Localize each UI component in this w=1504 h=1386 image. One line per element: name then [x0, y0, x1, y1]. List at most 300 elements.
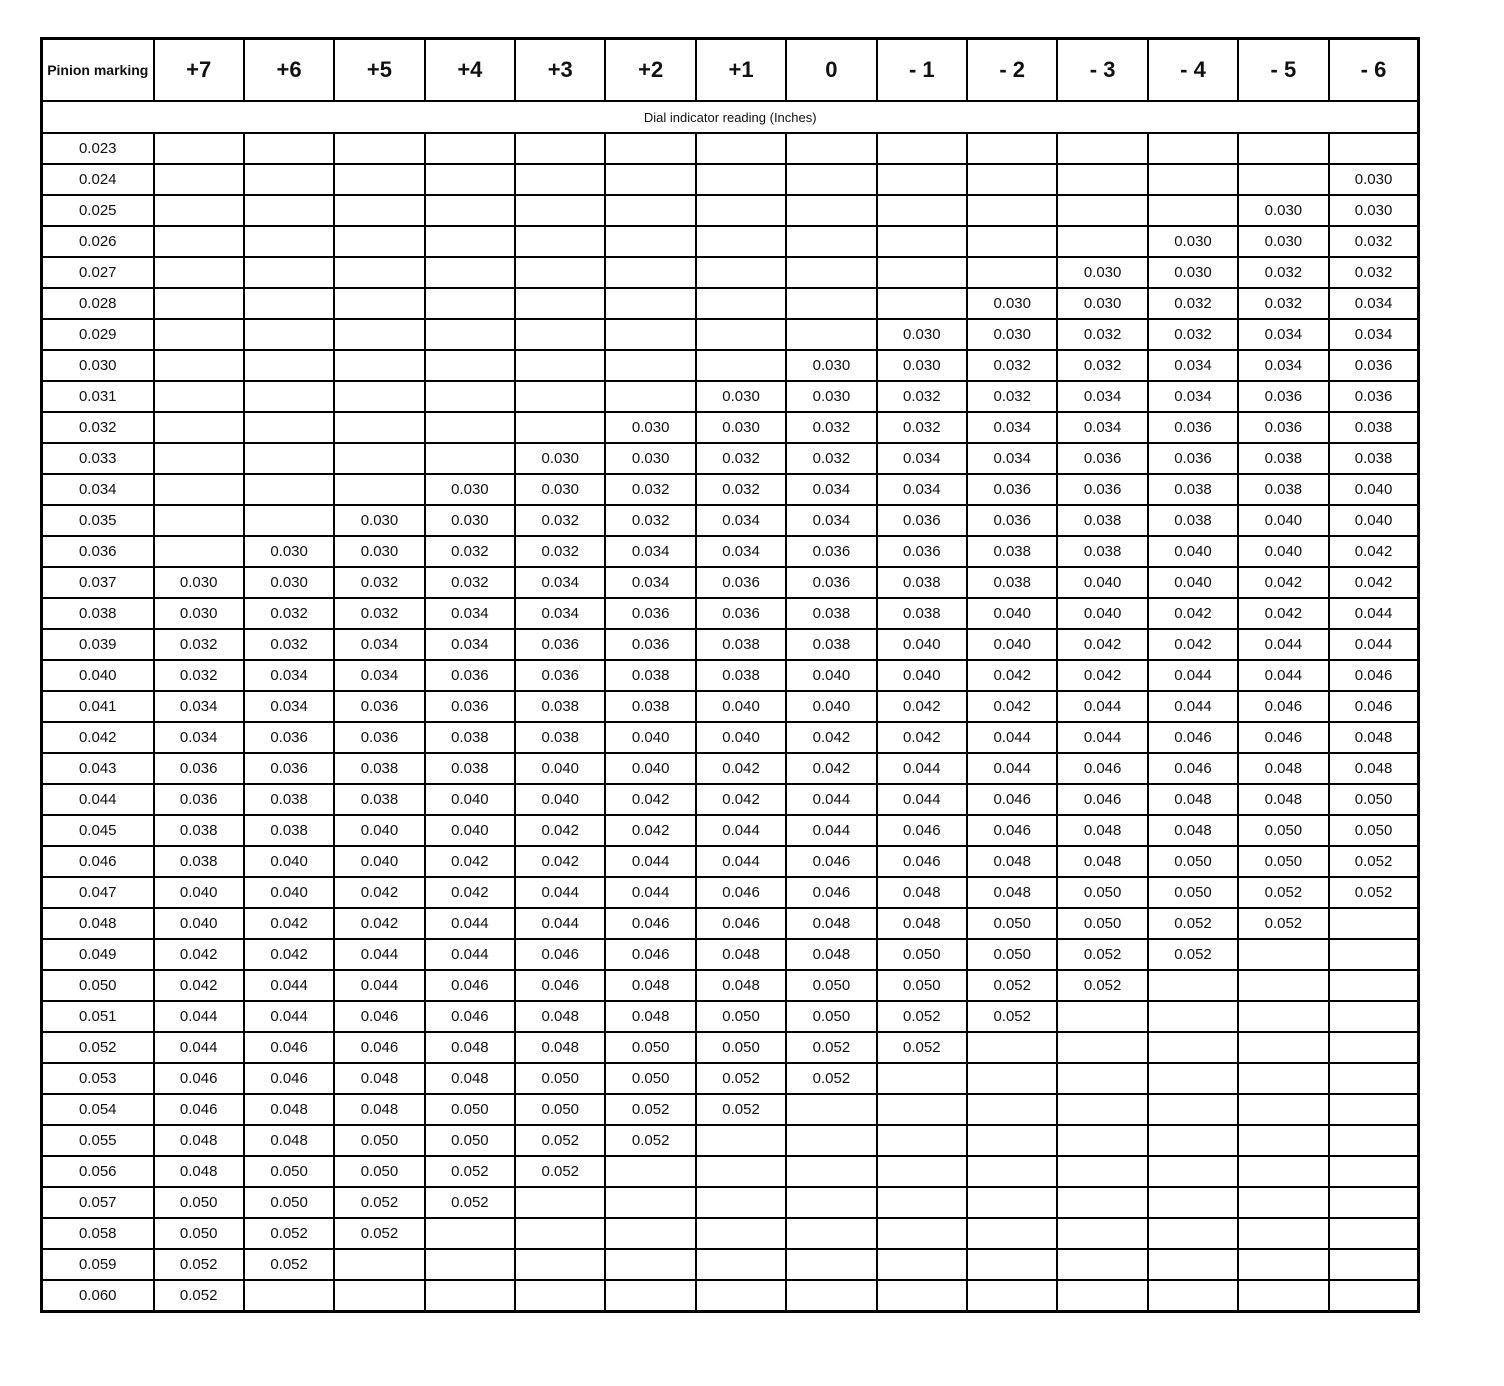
- shim-value-cell: 0.046: [334, 1001, 424, 1032]
- shim-value-cell: 0.046: [696, 877, 786, 908]
- shim-value-cell: 0.036: [605, 629, 695, 660]
- shim-value-cell: 0.036: [334, 722, 424, 753]
- table-row: [42, 753, 1419, 784]
- shim-value-cell: [334, 412, 424, 443]
- shim-value-cell: [605, 226, 695, 257]
- shim-value-cell: 0.034: [1057, 412, 1147, 443]
- shim-value-cell: 0.050: [154, 1187, 244, 1218]
- table-row: [42, 970, 1419, 1001]
- shim-value-cell: 0.038: [696, 629, 786, 660]
- shim-value-cell: 0.034: [605, 567, 695, 598]
- shim-value-cell: 0.034: [1148, 350, 1238, 381]
- shim-value-cell: [786, 288, 876, 319]
- shim-value-cell: 0.038: [425, 722, 515, 753]
- shim-value-cell: 0.034: [515, 567, 605, 598]
- shim-value-cell: [244, 412, 334, 443]
- shim-value-cell: [967, 1280, 1057, 1312]
- shim-value-cell: [605, 1187, 695, 1218]
- shim-value-cell: [244, 319, 334, 350]
- shim-value-cell: 0.052: [154, 1280, 244, 1312]
- shim-value-cell: 0.044: [696, 815, 786, 846]
- shim-value-cell: 0.040: [1057, 567, 1147, 598]
- shim-value-cell: [696, 1187, 786, 1218]
- shim-value-cell: 0.032: [334, 567, 424, 598]
- shim-value-cell: 0.048: [1148, 815, 1238, 846]
- shim-value-cell: [334, 226, 424, 257]
- shim-value-cell: [425, 381, 515, 412]
- shim-value-cell: [154, 319, 244, 350]
- shim-value-cell: [1238, 1125, 1328, 1156]
- shim-value-cell: [696, 195, 786, 226]
- shim-value-cell: 0.048: [1148, 784, 1238, 815]
- shim-value-cell: 0.036: [696, 567, 786, 598]
- shim-value-cell: [1148, 164, 1238, 195]
- column-header: +5: [334, 39, 424, 102]
- shim-value-cell: 0.032: [425, 567, 515, 598]
- shim-value-cell: 0.048: [425, 1063, 515, 1094]
- shim-value-cell: 0.046: [1238, 722, 1328, 753]
- shim-value-cell: 0.042: [154, 970, 244, 1001]
- table-row: [42, 1156, 1419, 1187]
- shim-value-cell: [244, 133, 334, 164]
- pinion-marking-cell: 0.034: [42, 474, 154, 505]
- shim-value-cell: 0.052: [515, 1156, 605, 1187]
- shim-value-cell: [696, 164, 786, 195]
- shim-value-cell: [1238, 1249, 1328, 1280]
- shim-value-cell: 0.044: [1148, 691, 1238, 722]
- column-header: - 1: [877, 39, 967, 102]
- table-row: [42, 784, 1419, 815]
- shim-value-cell: 0.030: [605, 443, 695, 474]
- shim-value-cell: 0.052: [967, 1001, 1057, 1032]
- shim-value-cell: 0.030: [605, 412, 695, 443]
- shim-value-cell: 0.046: [605, 939, 695, 970]
- table-row: [42, 1249, 1419, 1280]
- shim-value-cell: 0.048: [696, 939, 786, 970]
- pinion-marking-cell: 0.047: [42, 877, 154, 908]
- pinion-marking-cell: 0.045: [42, 815, 154, 846]
- shim-value-cell: 0.038: [244, 815, 334, 846]
- shim-value-cell: [1238, 1218, 1328, 1249]
- table-row: [42, 1280, 1419, 1312]
- shim-value-cell: [877, 1125, 967, 1156]
- shim-value-cell: [515, 195, 605, 226]
- shim-value-cell: [425, 257, 515, 288]
- shim-value-cell: 0.050: [1238, 815, 1328, 846]
- shim-value-cell: 0.044: [154, 1032, 244, 1063]
- column-header: +3: [515, 39, 605, 102]
- shim-value-cell: 0.032: [786, 443, 876, 474]
- table-row: [42, 815, 1419, 846]
- shim-value-cell: 0.048: [154, 1125, 244, 1156]
- shim-value-cell: [334, 319, 424, 350]
- shim-value-cell: 0.046: [696, 908, 786, 939]
- shim-value-cell: 0.048: [1057, 846, 1147, 877]
- pinion-marking-cell: 0.031: [42, 381, 154, 412]
- shim-value-cell: [1148, 1156, 1238, 1187]
- shim-value-cell: 0.040: [967, 598, 1057, 629]
- shim-value-cell: [1057, 195, 1147, 226]
- shim-value-cell: 0.038: [786, 629, 876, 660]
- column-header: - 6: [1329, 39, 1419, 102]
- shim-value-cell: 0.042: [605, 784, 695, 815]
- shim-value-cell: 0.030: [515, 474, 605, 505]
- shim-value-cell: [1329, 1280, 1419, 1312]
- shim-value-cell: 0.036: [877, 536, 967, 567]
- shim-value-cell: 0.050: [1329, 784, 1419, 815]
- shim-value-cell: [877, 1218, 967, 1249]
- shim-value-cell: 0.050: [1148, 846, 1238, 877]
- shim-value-cell: 0.050: [334, 1156, 424, 1187]
- shim-value-cell: 0.052: [696, 1063, 786, 1094]
- shim-value-cell: [967, 1218, 1057, 1249]
- shim-value-cell: 0.032: [1057, 350, 1147, 381]
- shim-value-cell: [1238, 1001, 1328, 1032]
- table-header: [42, 39, 1419, 102]
- shim-value-cell: 0.030: [425, 505, 515, 536]
- shim-value-cell: 0.044: [154, 1001, 244, 1032]
- shim-value-cell: [877, 164, 967, 195]
- shim-value-cell: 0.040: [786, 660, 876, 691]
- shim-value-cell: 0.050: [1057, 877, 1147, 908]
- header-row: [42, 39, 1419, 102]
- shim-value-cell: 0.052: [425, 1156, 515, 1187]
- shim-value-cell: 0.038: [967, 567, 1057, 598]
- shim-value-cell: 0.046: [786, 877, 876, 908]
- shim-value-cell: [877, 1187, 967, 1218]
- shim-value-cell: [425, 1249, 515, 1280]
- shim-value-cell: [1329, 1156, 1419, 1187]
- shim-value-cell: 0.038: [1329, 412, 1419, 443]
- shim-value-cell: 0.052: [334, 1187, 424, 1218]
- shim-value-cell: 0.044: [605, 846, 695, 877]
- shim-value-cell: [1329, 1032, 1419, 1063]
- shim-value-cell: [1329, 1187, 1419, 1218]
- pinion-marking-cell: 0.037: [42, 567, 154, 598]
- shim-value-cell: 0.036: [515, 629, 605, 660]
- shim-value-cell: [1238, 970, 1328, 1001]
- shim-value-cell: 0.032: [877, 381, 967, 412]
- column-header: 0: [786, 39, 876, 102]
- shim-value-cell: 0.050: [334, 1125, 424, 1156]
- shim-value-cell: 0.040: [515, 753, 605, 784]
- shim-value-cell: [154, 164, 244, 195]
- shim-value-cell: [425, 133, 515, 164]
- table-row: [42, 1032, 1419, 1063]
- shim-value-cell: [334, 257, 424, 288]
- table-row: [42, 288, 1419, 319]
- shim-value-cell: 0.032: [515, 505, 605, 536]
- shim-value-cell: 0.044: [515, 908, 605, 939]
- shim-value-cell: 0.042: [334, 877, 424, 908]
- column-header: +6: [244, 39, 334, 102]
- pinion-marking-cell: 0.038: [42, 598, 154, 629]
- shim-value-cell: 0.038: [605, 691, 695, 722]
- shim-value-cell: 0.040: [425, 784, 515, 815]
- shim-value-cell: 0.034: [696, 536, 786, 567]
- shim-value-cell: 0.030: [425, 474, 515, 505]
- shim-value-cell: 0.052: [154, 1249, 244, 1280]
- shim-value-cell: 0.042: [786, 722, 876, 753]
- shim-value-cell: 0.044: [515, 877, 605, 908]
- shim-value-cell: [1057, 1187, 1147, 1218]
- shim-value-cell: 0.036: [334, 691, 424, 722]
- shim-value-cell: [425, 319, 515, 350]
- shim-value-cell: 0.050: [696, 1032, 786, 1063]
- shim-value-cell: 0.030: [967, 319, 1057, 350]
- table-row: [42, 1187, 1419, 1218]
- shim-value-cell: 0.038: [515, 722, 605, 753]
- shim-value-cell: [605, 381, 695, 412]
- shim-value-cell: [334, 443, 424, 474]
- table-row: [42, 164, 1419, 195]
- shim-value-cell: 0.048: [515, 1032, 605, 1063]
- shim-value-cell: [1148, 1063, 1238, 1094]
- shim-value-cell: 0.030: [696, 381, 786, 412]
- shim-value-cell: [515, 288, 605, 319]
- pinion-marking-cell: 0.049: [42, 939, 154, 970]
- shim-value-cell: 0.040: [605, 753, 695, 784]
- table-row: [42, 536, 1419, 567]
- shim-value-cell: [605, 257, 695, 288]
- shim-value-cell: [515, 412, 605, 443]
- column-header: +1: [696, 39, 786, 102]
- shim-value-cell: 0.032: [877, 412, 967, 443]
- shim-value-cell: 0.052: [696, 1094, 786, 1125]
- shim-value-cell: [967, 1094, 1057, 1125]
- table-row: [42, 412, 1419, 443]
- shim-value-cell: 0.048: [1057, 815, 1147, 846]
- shim-value-cell: 0.046: [1148, 722, 1238, 753]
- pinion-marking-cell: 0.035: [42, 505, 154, 536]
- shim-value-cell: 0.052: [1329, 846, 1419, 877]
- shim-value-cell: 0.034: [154, 691, 244, 722]
- shim-value-cell: 0.038: [696, 660, 786, 691]
- shim-value-cell: [877, 257, 967, 288]
- shim-value-cell: 0.050: [696, 1001, 786, 1032]
- shim-value-cell: [154, 505, 244, 536]
- shim-value-cell: [515, 1218, 605, 1249]
- table-row: [42, 1001, 1419, 1032]
- shim-value-cell: 0.034: [877, 474, 967, 505]
- pinion-marking-cell: 0.051: [42, 1001, 154, 1032]
- shim-value-cell: 0.052: [1238, 877, 1328, 908]
- shim-value-cell: [425, 1280, 515, 1312]
- shim-value-cell: [1329, 1125, 1419, 1156]
- shim-value-cell: 0.052: [786, 1032, 876, 1063]
- shim-value-cell: 0.032: [244, 598, 334, 629]
- shim-value-cell: 0.052: [605, 1125, 695, 1156]
- pinion-marking-cell: 0.054: [42, 1094, 154, 1125]
- shim-value-cell: [605, 1249, 695, 1280]
- shim-value-cell: 0.038: [154, 846, 244, 877]
- shim-value-cell: [786, 1094, 876, 1125]
- shim-value-cell: 0.032: [696, 443, 786, 474]
- shim-value-cell: 0.046: [244, 1032, 334, 1063]
- shim-value-cell: 0.044: [967, 753, 1057, 784]
- shim-value-cell: 0.036: [515, 660, 605, 691]
- shim-value-cell: 0.044: [786, 784, 876, 815]
- shim-value-cell: [1329, 1063, 1419, 1094]
- shim-value-cell: 0.046: [967, 784, 1057, 815]
- shim-value-cell: 0.042: [1329, 536, 1419, 567]
- table-row: [42, 908, 1419, 939]
- shim-value-cell: [515, 319, 605, 350]
- shim-value-cell: 0.044: [877, 753, 967, 784]
- shim-value-cell: [696, 1249, 786, 1280]
- shim-value-cell: 0.052: [425, 1187, 515, 1218]
- shim-value-cell: [1148, 1218, 1238, 1249]
- shim-value-cell: [425, 195, 515, 226]
- shim-value-cell: [515, 1280, 605, 1312]
- shim-value-cell: [696, 257, 786, 288]
- shim-value-cell: 0.040: [334, 846, 424, 877]
- shim-value-cell: [334, 164, 424, 195]
- shim-value-cell: 0.036: [1238, 381, 1328, 412]
- pinion-marking-cell: 0.039: [42, 629, 154, 660]
- shim-value-cell: [154, 443, 244, 474]
- shim-value-cell: [696, 288, 786, 319]
- shim-value-cell: 0.044: [967, 722, 1057, 753]
- shim-value-cell: [154, 536, 244, 567]
- shim-value-cell: [1329, 1094, 1419, 1125]
- shim-value-cell: 0.030: [696, 412, 786, 443]
- shim-value-cell: 0.040: [786, 691, 876, 722]
- shim-value-cell: 0.046: [1148, 753, 1238, 784]
- shim-value-cell: 0.044: [425, 908, 515, 939]
- shim-value-cell: 0.032: [425, 536, 515, 567]
- shim-value-cell: 0.038: [1329, 443, 1419, 474]
- shim-value-cell: 0.044: [334, 970, 424, 1001]
- pinion-marking-cell: 0.041: [42, 691, 154, 722]
- shim-value-cell: 0.052: [1057, 970, 1147, 1001]
- shim-value-cell: 0.044: [1148, 660, 1238, 691]
- shim-value-cell: [605, 350, 695, 381]
- shim-value-cell: [154, 288, 244, 319]
- pinion-marking-cell: 0.033: [42, 443, 154, 474]
- shim-value-cell: [605, 1156, 695, 1187]
- shim-value-cell: 0.036: [1329, 381, 1419, 412]
- shim-value-cell: 0.034: [1238, 350, 1328, 381]
- shim-value-cell: [967, 1156, 1057, 1187]
- shim-value-cell: [696, 1280, 786, 1312]
- shim-value-cell: [696, 226, 786, 257]
- shim-value-cell: [967, 164, 1057, 195]
- shim-value-cell: 0.046: [425, 1001, 515, 1032]
- table-row: [42, 1094, 1419, 1125]
- shim-value-cell: [334, 1280, 424, 1312]
- shim-value-cell: 0.030: [244, 536, 334, 567]
- shim-value-cell: 0.032: [154, 629, 244, 660]
- shim-value-cell: [877, 226, 967, 257]
- shim-value-cell: 0.034: [967, 412, 1057, 443]
- shim-value-cell: 0.030: [1238, 226, 1328, 257]
- shim-value-cell: [1238, 1063, 1328, 1094]
- shim-value-cell: 0.030: [786, 350, 876, 381]
- shim-value-cell: 0.030: [515, 443, 605, 474]
- shim-value-cell: 0.040: [696, 722, 786, 753]
- shim-value-cell: [786, 1125, 876, 1156]
- shim-value-cell: [877, 1280, 967, 1312]
- shim-value-cell: 0.048: [1329, 722, 1419, 753]
- shim-value-cell: [1148, 195, 1238, 226]
- shim-value-cell: [786, 1156, 876, 1187]
- pinion-marking-cell: 0.040: [42, 660, 154, 691]
- caption-row: [42, 101, 1419, 133]
- shim-value-cell: 0.034: [244, 691, 334, 722]
- pinion-marking-cell: 0.029: [42, 319, 154, 350]
- shim-value-cell: 0.044: [1057, 722, 1147, 753]
- shim-value-cell: [967, 1125, 1057, 1156]
- shim-value-cell: 0.048: [605, 1001, 695, 1032]
- pinion-marking-header: Pinion marking: [42, 39, 154, 102]
- shim-value-cell: 0.030: [1148, 257, 1238, 288]
- column-header: - 5: [1238, 39, 1328, 102]
- shim-value-cell: 0.038: [425, 753, 515, 784]
- shim-value-cell: [696, 1218, 786, 1249]
- pinion-marking-cell: 0.025: [42, 195, 154, 226]
- shim-value-cell: 0.034: [1057, 381, 1147, 412]
- shim-value-cell: [605, 133, 695, 164]
- shim-value-cell: 0.042: [1057, 660, 1147, 691]
- shim-value-cell: 0.036: [786, 567, 876, 598]
- shim-value-cell: 0.048: [154, 1156, 244, 1187]
- shim-value-cell: 0.040: [1329, 505, 1419, 536]
- shim-value-cell: 0.036: [154, 753, 244, 784]
- shim-value-cell: 0.044: [1057, 691, 1147, 722]
- table-row: [42, 257, 1419, 288]
- shim-value-cell: 0.052: [967, 970, 1057, 1001]
- shim-value-cell: 0.046: [1057, 784, 1147, 815]
- pinion-marking-cell: 0.026: [42, 226, 154, 257]
- shim-value-cell: 0.044: [1238, 629, 1328, 660]
- shim-value-cell: 0.034: [1329, 288, 1419, 319]
- shim-value-cell: [696, 350, 786, 381]
- shim-value-cell: 0.036: [425, 691, 515, 722]
- shim-value-cell: [425, 412, 515, 443]
- shim-value-cell: 0.042: [244, 939, 334, 970]
- shim-value-cell: [425, 164, 515, 195]
- shim-value-cell: [1148, 1094, 1238, 1125]
- shim-value-cell: [1238, 1280, 1328, 1312]
- shim-value-cell: [605, 319, 695, 350]
- shim-value-cell: 0.036: [605, 598, 695, 629]
- shim-value-cell: 0.052: [244, 1218, 334, 1249]
- shim-value-cell: 0.042: [696, 784, 786, 815]
- shim-value-cell: 0.048: [244, 1125, 334, 1156]
- shim-value-cell: [1057, 1094, 1147, 1125]
- shim-value-cell: [244, 381, 334, 412]
- shim-value-cell: [1238, 1094, 1328, 1125]
- pinion-marking-cell: 0.056: [42, 1156, 154, 1187]
- shim-value-cell: 0.040: [1329, 474, 1419, 505]
- shim-value-cell: 0.046: [515, 970, 605, 1001]
- shim-value-cell: [967, 1032, 1057, 1063]
- shim-value-cell: [515, 164, 605, 195]
- column-header: - 3: [1057, 39, 1147, 102]
- shim-value-cell: 0.044: [1329, 629, 1419, 660]
- shim-value-cell: 0.042: [515, 846, 605, 877]
- shim-value-cell: 0.044: [334, 939, 424, 970]
- shim-value-cell: [1057, 1280, 1147, 1312]
- shim-value-cell: 0.046: [154, 1063, 244, 1094]
- shim-value-cell: [605, 195, 695, 226]
- shim-value-cell: 0.032: [605, 474, 695, 505]
- shim-value-cell: [786, 226, 876, 257]
- shim-value-cell: 0.040: [334, 815, 424, 846]
- table-row: [42, 939, 1419, 970]
- shim-value-cell: [1238, 164, 1328, 195]
